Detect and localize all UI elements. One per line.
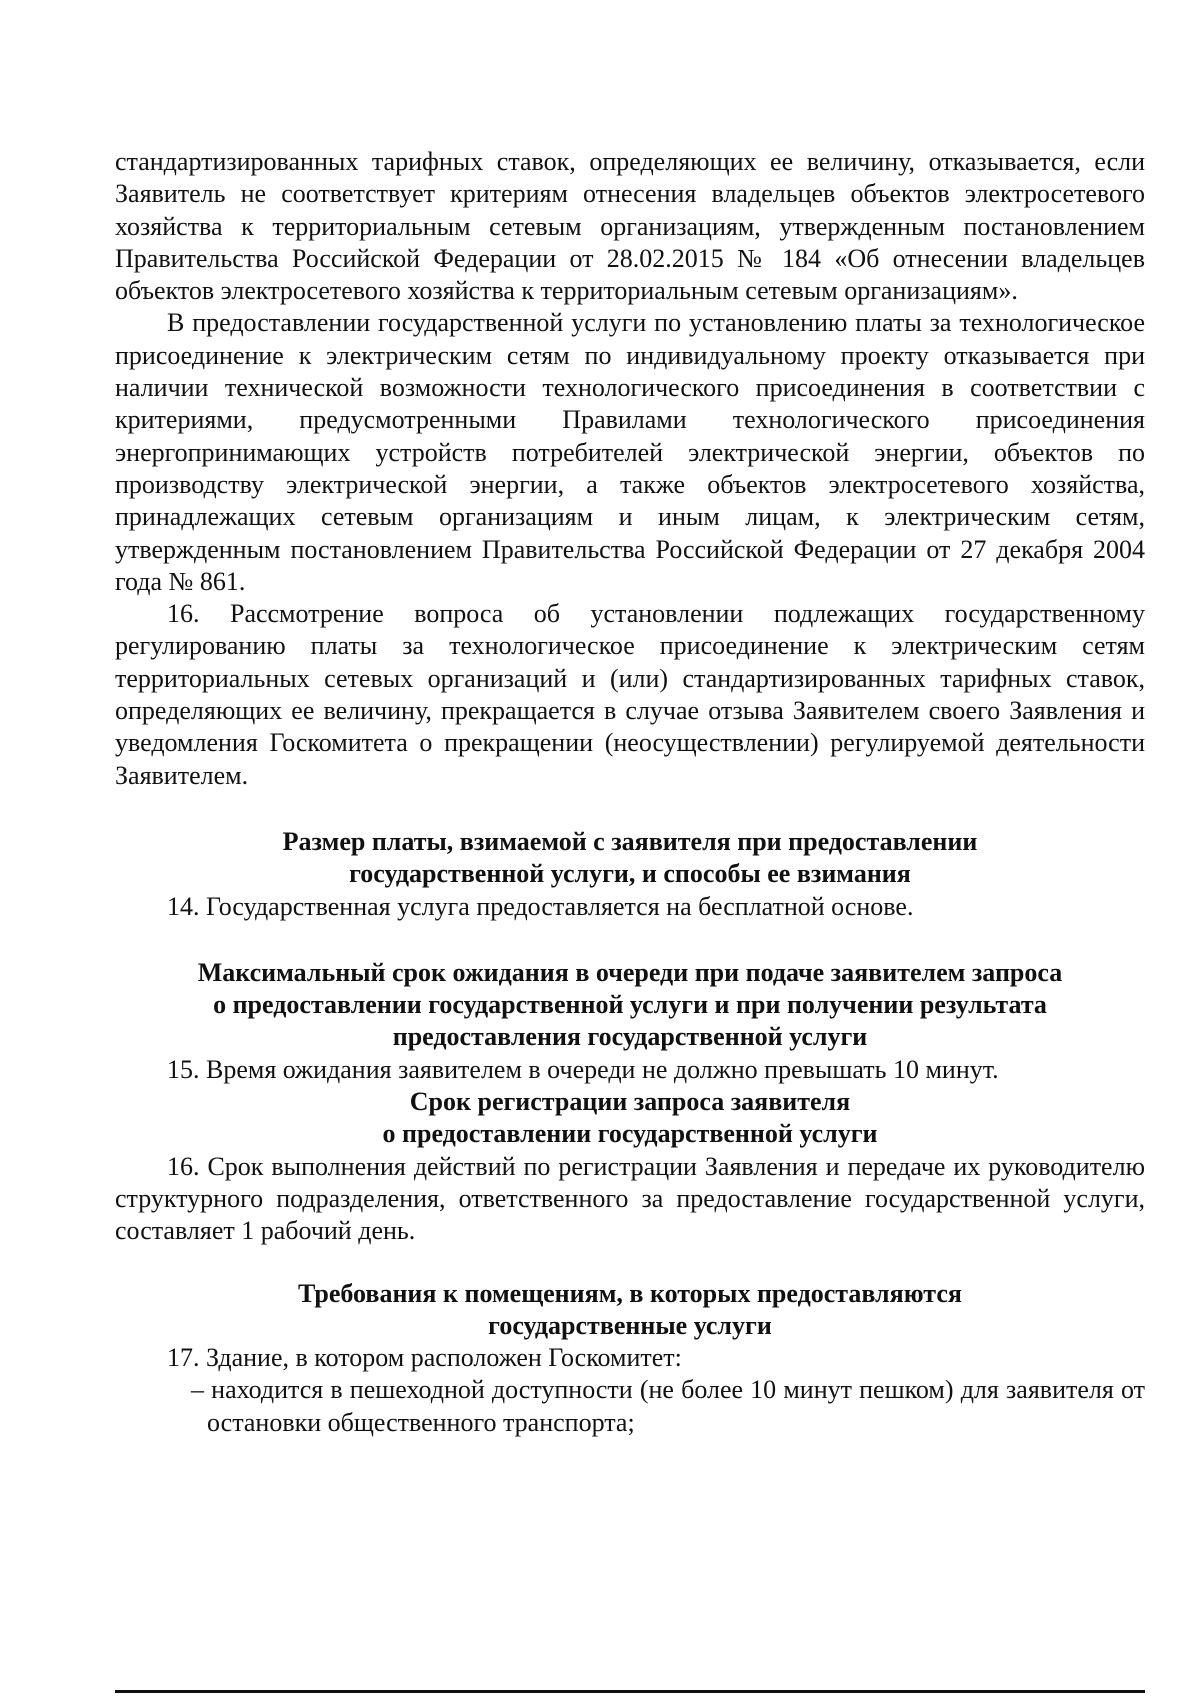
section-heading-line: о предоставлении государственной услуги	[382, 1119, 878, 1149]
body-paragraph: В предоставлении государственной услуги по установлению платы за технологическое присоединение к электрическим сетям по индивидуальному проекту отказывается при наличии технической возможности технологического присоединения в соответствии с критериями, предусмотренными Правилами технологического присоединения энергопринимающих устройств потребителей электрической энергии, объектов по производству электрической энергии, а также объектов электросетевого хозяйства, принадлежащих сетевым организациям и иным лицам, к электрическим сетям, утвержденным постановлением Правительства Российской Федерации от 27 декабря 2004 года № 861.	[115, 308, 1145, 596]
section-heading	[115, 957, 1145, 1054]
section-heading-line: о предоставлении государственной услуги и при получении результата	[213, 990, 1047, 1020]
body-paragraph: 15. Время ожидания заявителем в очереди не должно превышать 10 минут.	[167, 1054, 999, 1084]
spacer	[115, 1248, 1145, 1278]
section-heading-line: Срок регистрации запроса заявителя	[409, 1087, 851, 1117]
section-heading	[115, 1086, 1145, 1151]
section-heading-line: Требования к помещениям, в которых предоставляются	[298, 1278, 962, 1308]
body-paragraph: 17. Здание, в котором расположен Госкомитет:	[167, 1343, 682, 1373]
section-heading-line: государственной услуги, и способы ее взимания	[349, 859, 911, 889]
body-paragraph: 16. Срок выполнения действий по регистрации Заявления и передаче их руководителю структурного подразделения, ответственного за предоставление государственной услуги, составляет 1 рабочий день.	[115, 1151, 1145, 1246]
footer-rule	[115, 1690, 1145, 1693]
section-heading-line: предоставления государственной услуги	[392, 1022, 868, 1052]
spacer	[115, 923, 1145, 957]
section-heading	[115, 1278, 1145, 1343]
section-heading-line: государственные услуги	[488, 1310, 772, 1340]
list-item: – находится в пешеходной доступности (не более 10 минут пешком) для заявителя от остановки общественного транспорта;	[191, 1375, 1145, 1437]
document-page	[115, 146, 1145, 1439]
section-heading-line: Максимальный срок ожидания в очереди при подаче заявителем запроса	[197, 957, 1063, 987]
spacer	[115, 792, 1145, 826]
section-heading	[115, 826, 1145, 891]
body-paragraph: 14. Государственная услуга предоставляется на бесплатной основе.	[167, 891, 914, 921]
section-heading-line: Размер платы, взимаемой с заявителя при предоставлении	[282, 826, 978, 856]
body-paragraph: 16. Рассмотрение вопроса об установлении подлежащих государственному регулированию платы за технологическое присоединение к электрическим сетям территориальных сетевых организаций и (или) стандартизированных тарифных ставок, определяющих ее величину, прекращается в случае отзыва Заявителем своего Заявления и уведомления Госкомитета о прекращении (неосуществлении) регулируемой деятельности Заявителем.	[115, 599, 1145, 790]
body-paragraph: стандартизированных тарифных ставок, определяющих ее величину, отказывается, если Заявитель не соответствует критериям отнесения владельцев объектов электросетевого хозяйства к территориальным сетевым организациям, утвержденным постановлением Правительства Российской Федерации от 28.02.2015 № 184 «Об отнесении владельцев объектов электросетевого хозяйства к территориальным сетевым организациям».	[115, 147, 1145, 306]
